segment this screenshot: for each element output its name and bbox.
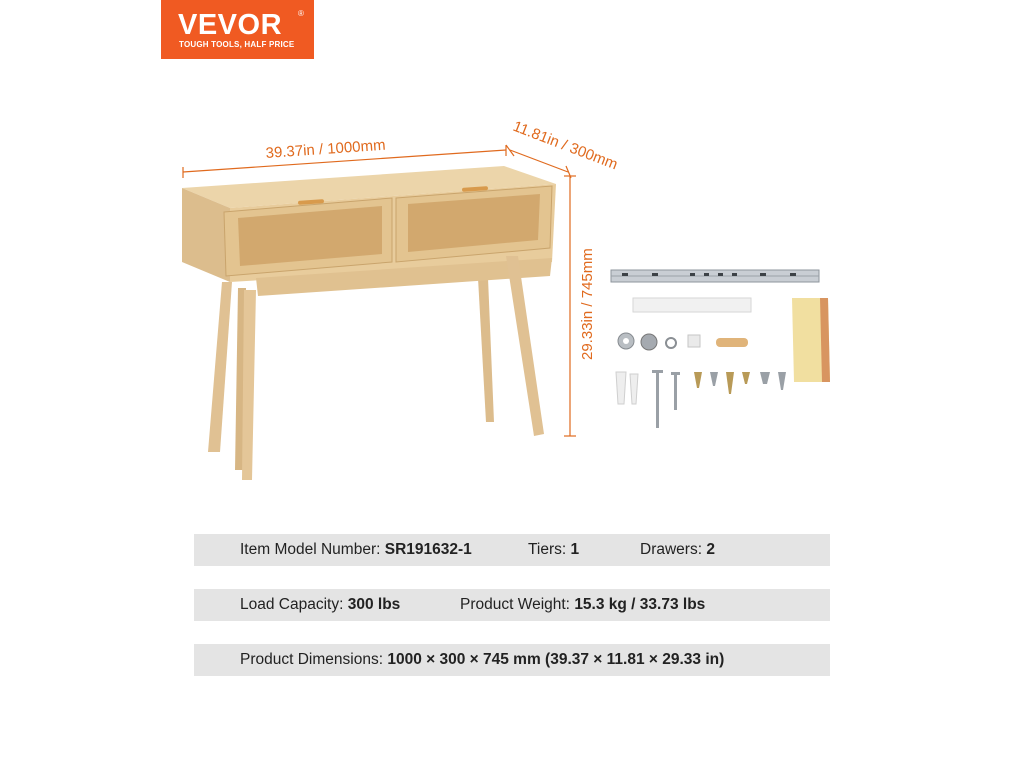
- load-capacity-label: Load Capacity:: [240, 596, 344, 613]
- drawer-left: [224, 198, 392, 276]
- wood-panel: [792, 298, 830, 382]
- tiers-field: [528, 541, 579, 559]
- drawers-label: Drawers:: [640, 541, 703, 558]
- paper-strip: [633, 298, 751, 312]
- height-dimension-line: [564, 176, 576, 436]
- console-table: [182, 166, 556, 480]
- product-weight-value: 15.3 kg / 33.73 lbs: [574, 596, 706, 613]
- spec-row-1: [194, 534, 830, 566]
- product-weight-label: Product Weight:: [460, 596, 570, 613]
- tiers-value: 1: [570, 541, 580, 558]
- product-dimensions-field: [240, 651, 724, 669]
- spec-row-2: [194, 589, 830, 621]
- product-dimensions-label: Product Dimensions:: [240, 651, 384, 668]
- accessories-kit: [611, 270, 830, 428]
- product-dimensions-value: 1000 × 300 × 745 mm (39.37 × 11.81 × 29.33 in): [387, 651, 725, 668]
- drawer-slide: [611, 270, 819, 282]
- model-number-value: SR191632-1: [384, 541, 472, 558]
- brand-registered-mark: ®: [298, 9, 304, 18]
- model-number-field: [240, 541, 472, 559]
- height-dimension-label: 29.33in / 745mm: [579, 248, 596, 360]
- washers: [618, 333, 700, 350]
- product-weight-field: [460, 596, 705, 614]
- depth-dimension-label: 11.81in / 300mm: [510, 117, 620, 174]
- load-capacity-field: [240, 596, 400, 614]
- brand-tagline: TOUGH TOOLS, HALF PRICE: [179, 40, 295, 49]
- drawers-value: 2: [706, 541, 715, 558]
- tiers-label: Tiers:: [528, 541, 567, 558]
- width-dimension-label: 39.37in / 1000mm: [265, 136, 387, 162]
- load-capacity-value: 300 lbs: [347, 596, 401, 613]
- wood-dowel: [716, 338, 748, 347]
- screws-and-anchors: [616, 370, 786, 428]
- brand-name: VEVOR: [178, 9, 283, 41]
- model-number-label: Item Model Number:: [240, 541, 381, 558]
- drawers-field: [640, 541, 715, 559]
- spec-row-3: [194, 644, 830, 676]
